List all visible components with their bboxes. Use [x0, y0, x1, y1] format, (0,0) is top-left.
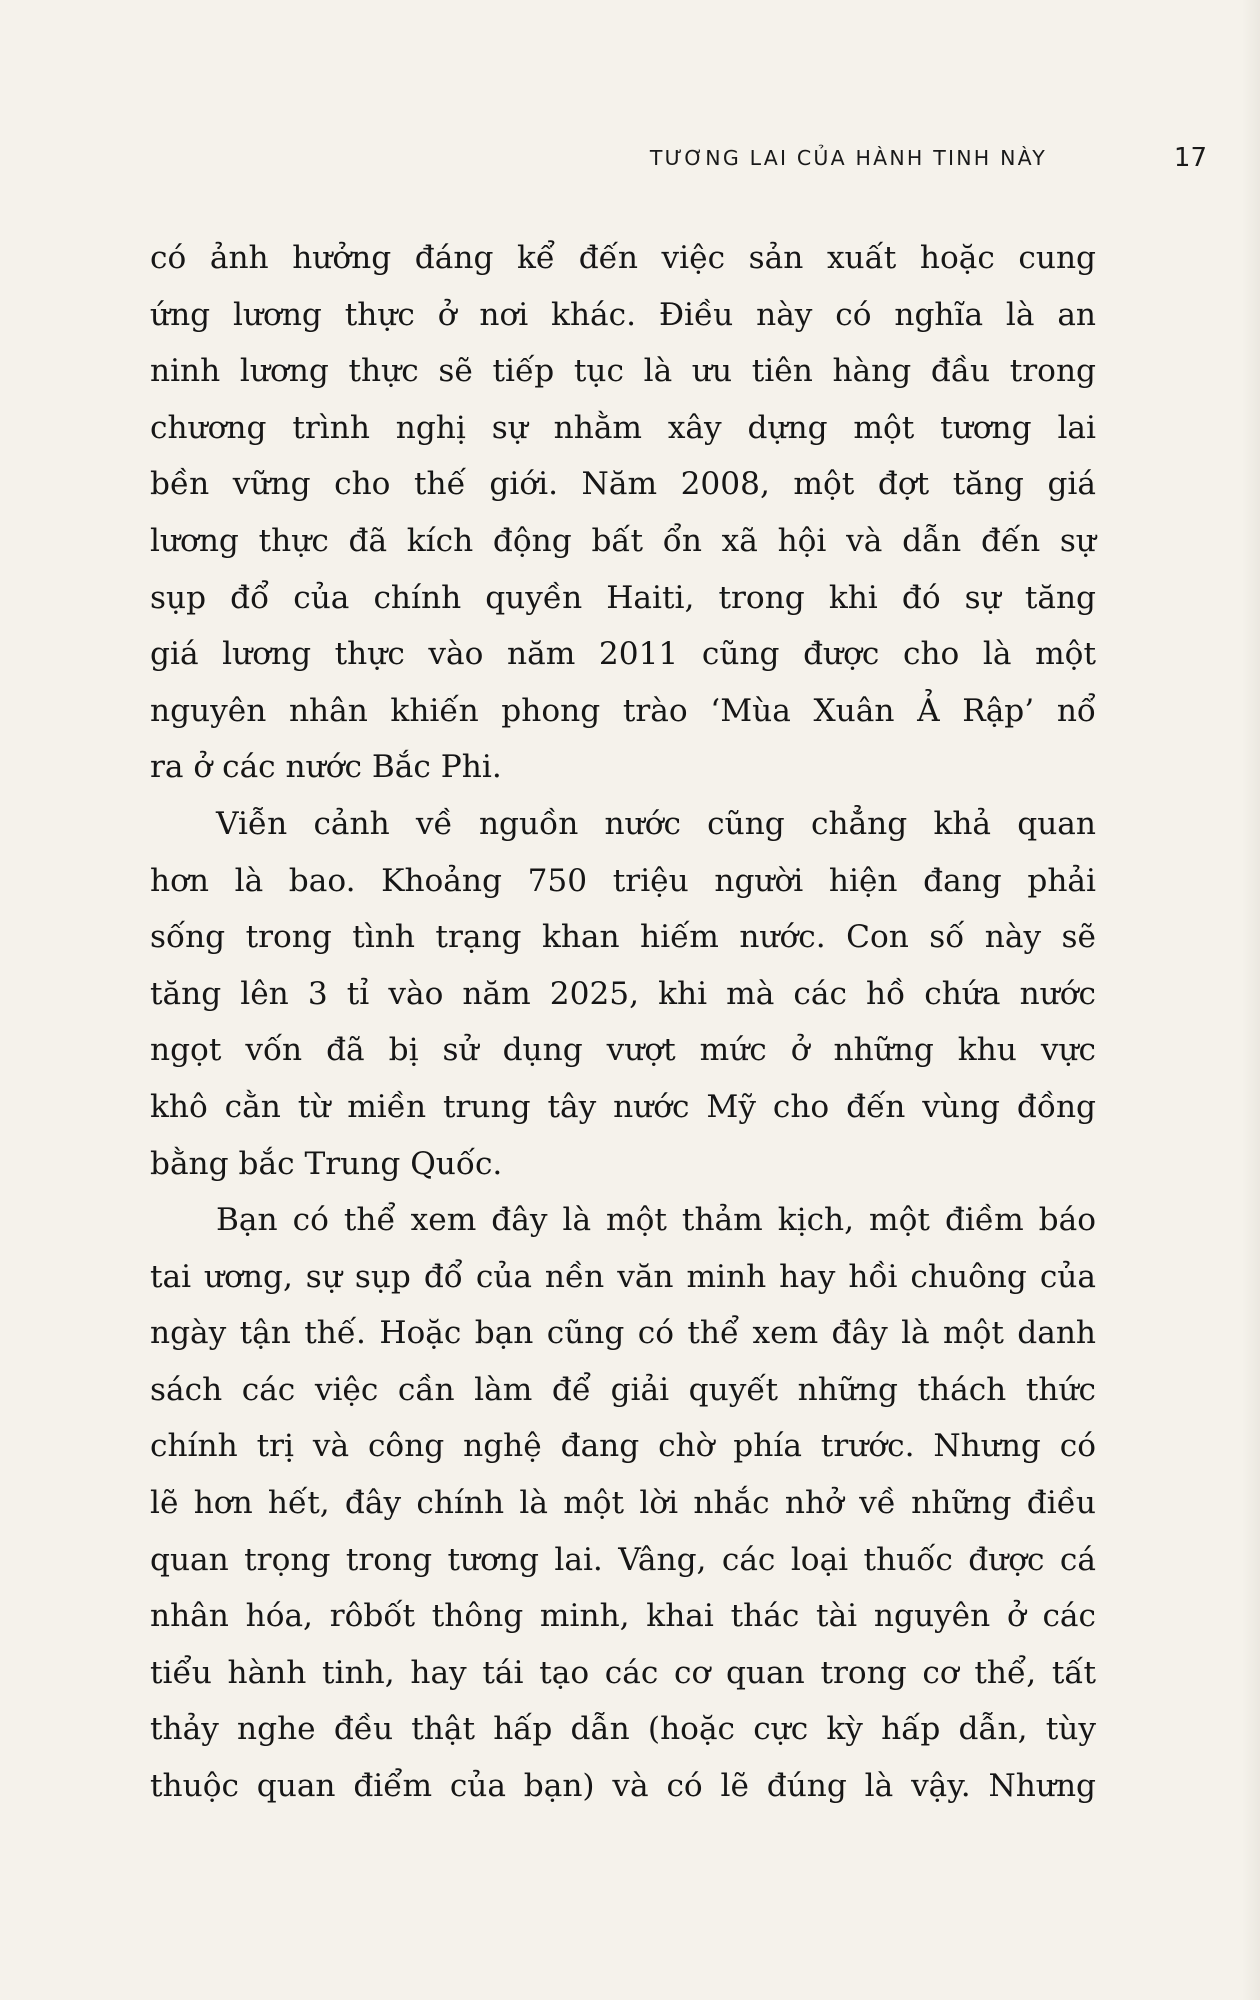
running-head: TƯƠNG LAI CỦA HÀNH TINH NÀY: [649, 146, 1047, 170]
text-line: giá lương thực vào năm 2011 cũng được cho là một: [150, 636, 1096, 673]
text-line: Bạn có thể xem đây là một thảm kịch, một điềm báo: [216, 1202, 1096, 1239]
text-line: sống trong tình trạng khan hiếm nước. Con số này sẽ: [150, 919, 1096, 956]
text-line: tăng lên 3 tỉ vào năm 2025, khi mà các hồ chứa nước: [150, 975, 1096, 1012]
page-number: 17: [1173, 143, 1207, 173]
paragraph-3: [150, 1192, 1096, 1815]
text-line: ninh lương thực sẽ tiếp tục là ưu tiên hàng đầu trong: [150, 353, 1096, 390]
text-line: hơn là bao. Khoảng 750 triệu người hiện đang phải: [150, 862, 1096, 899]
page-header: [150, 143, 1207, 186]
text-line: ngọt vốn đã bị sử dụng vượt mức ở những khu vực: [150, 1032, 1096, 1069]
text-line: chính trị và công nghệ đang chờ phía trước. Nhưng có: [150, 1428, 1096, 1465]
text-line: có ảnh hưởng đáng kể đến việc sản xuất hoặc cung: [150, 240, 1096, 276]
paragraph-2: [150, 796, 1096, 1192]
text-line: chương trình nghị sự nhằm xây dựng một tương lai: [150, 409, 1096, 446]
text-line: Viễn cảnh về nguồn nước cũng chẳng khả quan: [216, 805, 1096, 842]
text-line: tai ương, sự sụp đổ của nền văn minh hay hồi chuông của: [150, 1258, 1096, 1295]
text-line: lương thực đã kích động bất ổn xã hội và dẫn đến sự: [150, 522, 1096, 559]
paragraph-1: [150, 230, 1096, 796]
text-line: bền vững cho thế giới. Năm 2008, một đợt tăng giá: [150, 466, 1096, 503]
text-line: sách các việc cần làm để giải quyết những thách thức: [150, 1371, 1096, 1408]
text-line: nguyên nhân khiến phong trào ‘Mùa Xuân Ả Rập’ nổ: [150, 692, 1096, 729]
text-line: thảy nghe đều thật hấp dẫn (hoặc cực kỳ hấp dẫn, tùy: [150, 1711, 1096, 1748]
text-line: ngày tận thế. Hoặc bạn cũng có thể xem đây là một danh: [150, 1315, 1096, 1352]
text-line: thuộc quan điểm của bạn) và có lẽ đúng là vậy. Nhưng: [150, 1768, 1096, 1805]
text-line: khô cằn từ miền trung tây nước Mỹ cho đến vùng đồng: [150, 1088, 1096, 1125]
text-line: ứng lương thực ở nơi khác. Điều này có nghĩa là an: [150, 296, 1096, 333]
text-line: bằng bắc Trung Quốc.: [150, 1145, 503, 1182]
text-line: lẽ hơn hết, đây chính là một lời nhắc nhở về những điều: [150, 1485, 1096, 1522]
page-edge-shadow: [1242, 0, 1260, 2000]
text-line: tiểu hành tinh, hay tái tạo các cơ quan trong cơ thể, tất: [150, 1654, 1096, 1691]
text-line: nhân hóa, rôbốt thông minh, khai thác tài nguyên ở các: [150, 1598, 1096, 1635]
body-text: [150, 230, 1096, 1815]
text-line: ra ở các nước Bắc Phi.: [150, 749, 502, 786]
text-line: quan trọng trong tương lai. Vâng, các loại thuốc được cá: [150, 1541, 1096, 1578]
text-line: sụp đổ của chính quyền Haiti, trong khi đó sự tăng: [150, 579, 1096, 616]
